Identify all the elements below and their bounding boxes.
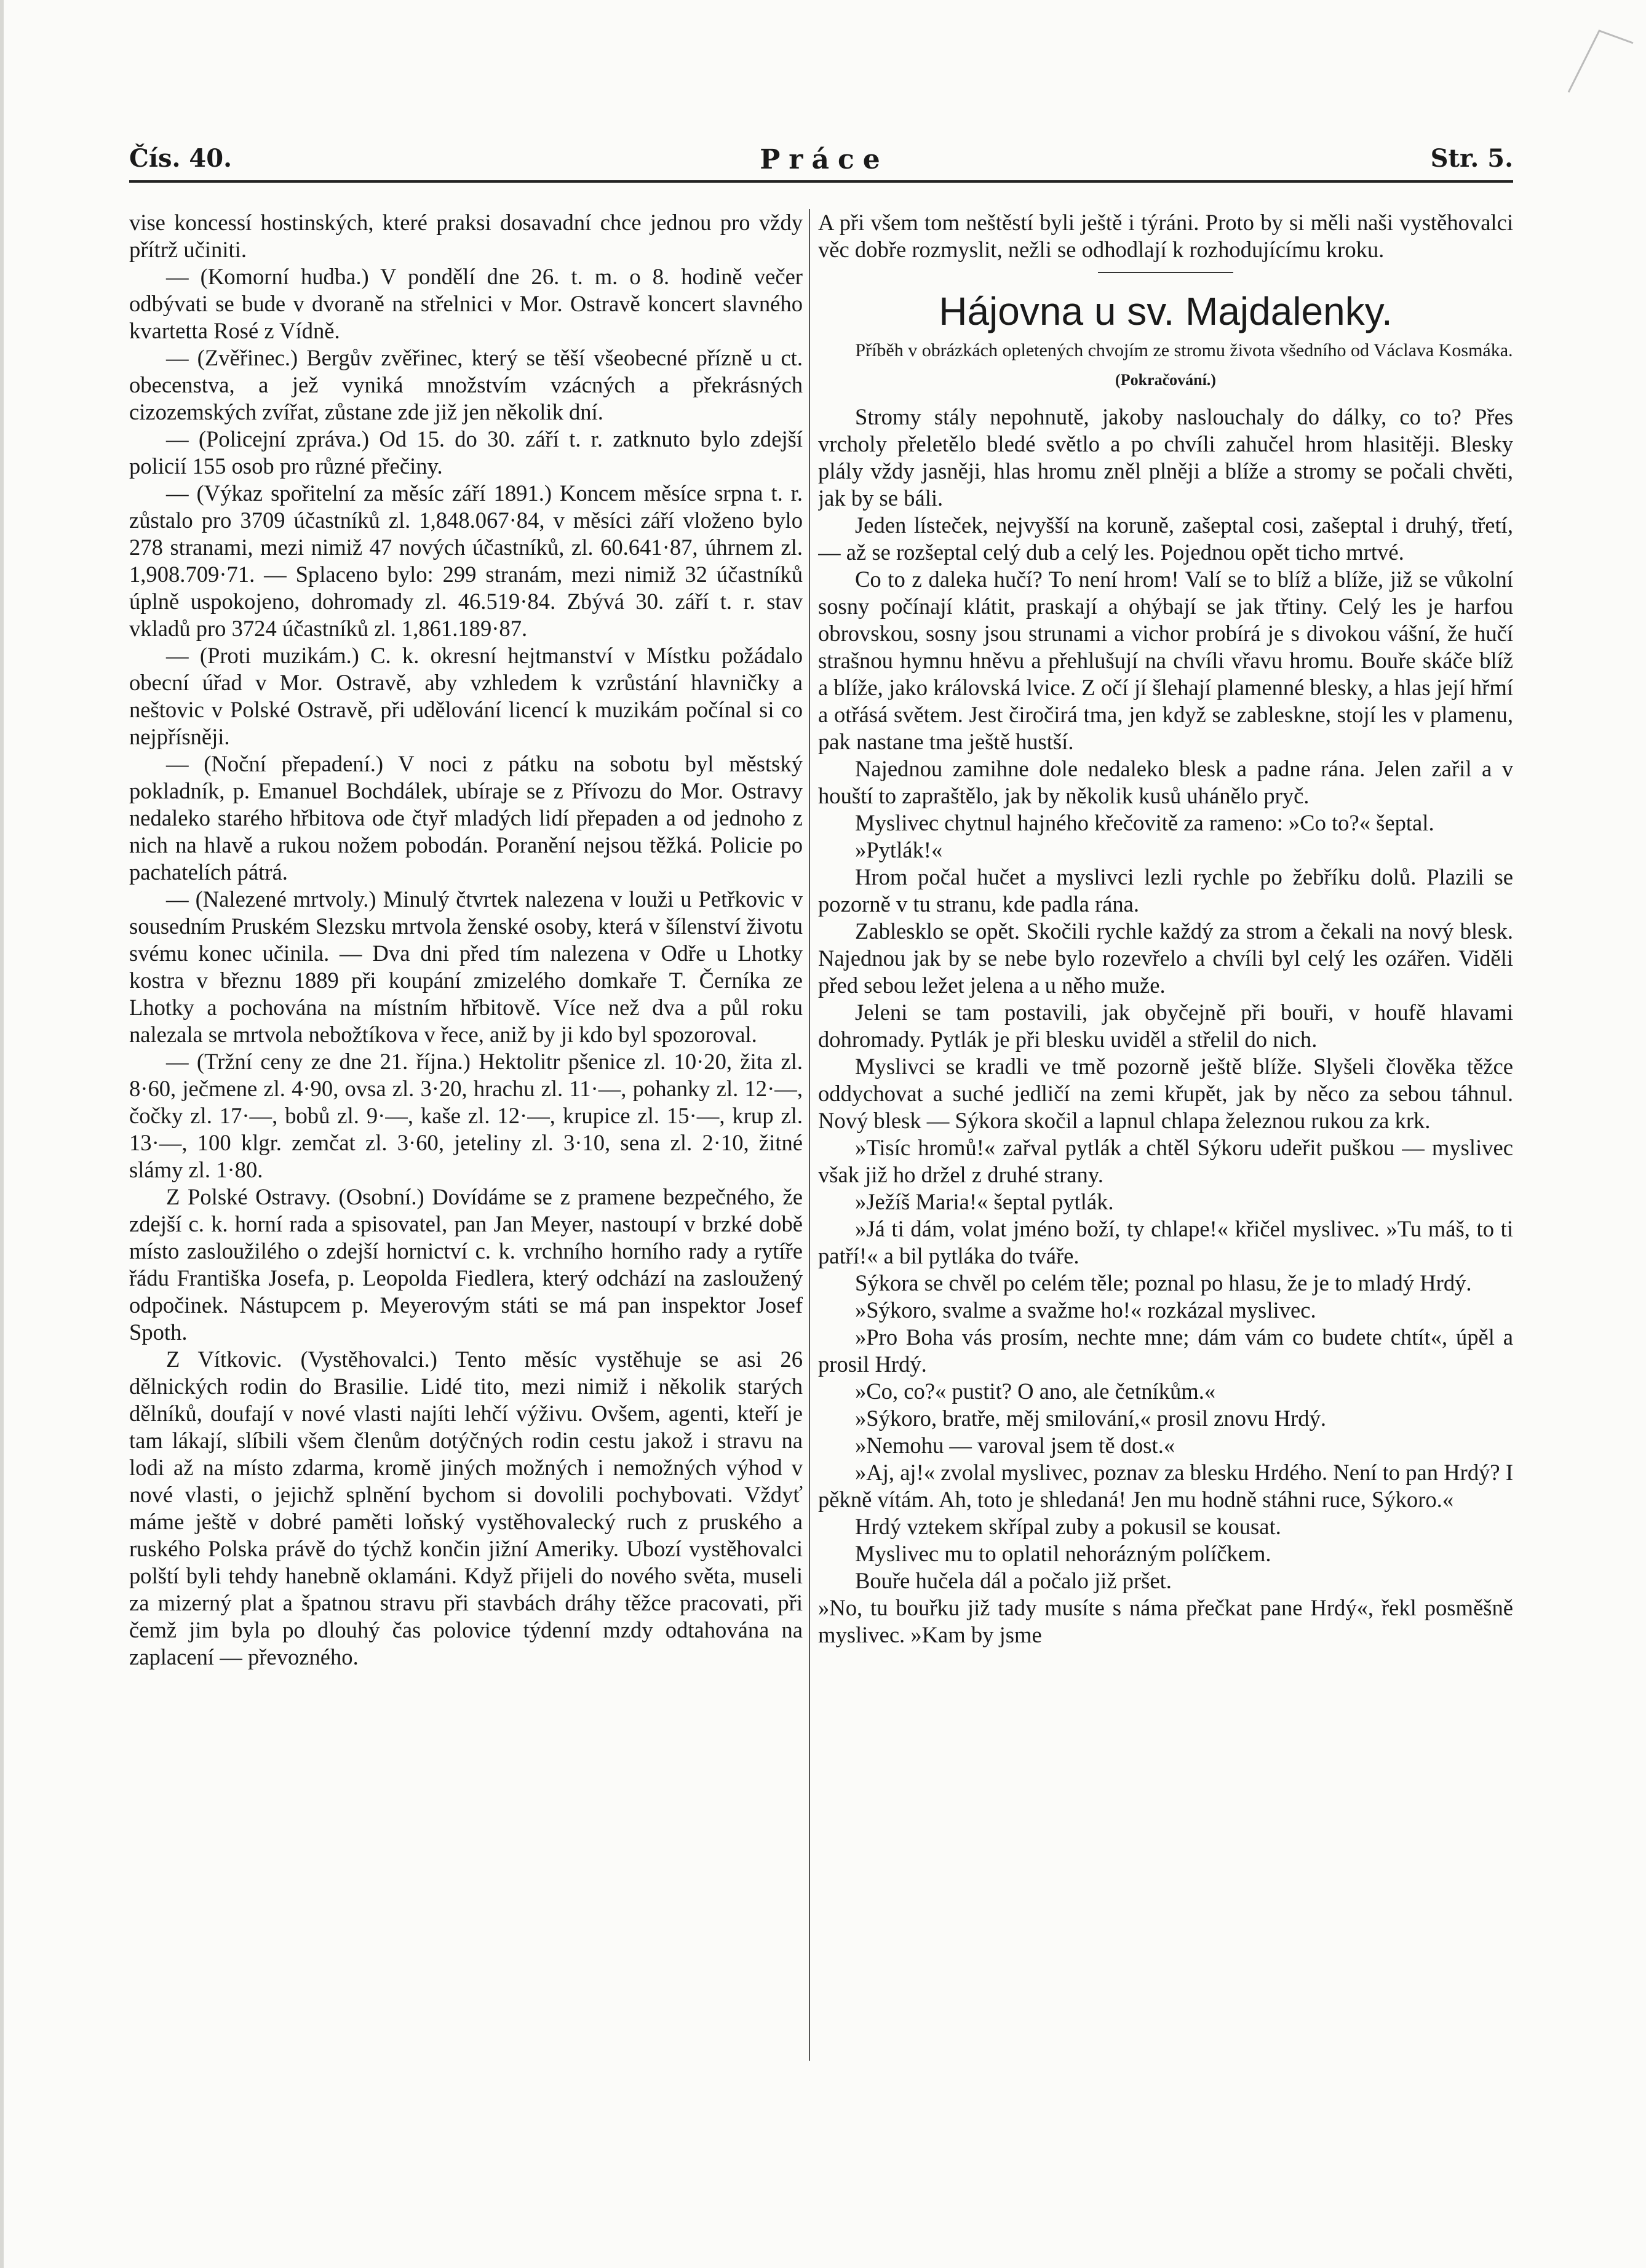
story-paragraph: »Co, co?« pustit? O ano, ale četníkům.« — [855, 1379, 1216, 1404]
story-paragraph: »Já ti dám, volat jméno boží, ty chlape!« křičel myslivec. »Tu máš, to ti patří!« a bil pytláka do tváře. — [818, 1216, 1513, 1268]
page-corner-mark — [1562, 25, 1636, 98]
story-paragraph: Myslivec mu to oplatil nehorázným políčkem. — [855, 1541, 1271, 1566]
story-paragraph: Jeden lísteček, nejvyšší na koruně, zašeptal cosi, zašeptal i druhý, třetí, — až se rozšeptal celý dub a celý les. Pojednou opět ticho mrtvé. — [818, 512, 1513, 565]
story-title: Hájovna u sv. Majdalenky. — [939, 289, 1393, 333]
story-paragraph: »Sýkoro, svalme a svažme ho!« rozkázal myslivec. — [855, 1297, 1316, 1323]
news-item: — (Noční přepadení.) V noci z pátku na sobotu byl městský pokladník, p. Emanuel Bochdálek, ubíraje se z Přívozu do Mor. Ostravy nedaleko starého hřbitova ode čtyř mladých lidí přepaden a od jednoho z nich na hlavě a rukou nožem pobodán. Poranění nejsou těžká. Policie po pachatelích pátrá. — [129, 751, 803, 885]
news-item-polska-ostrava: Z Polské Ostravy. (Osobní.) Dovídáme se z pramene bezpečného, že zdejší c. k. horní rada a spisovatel, pan Jan Meyer, nastoupí v brzké době místo zasloužilého o zdejší hornictví c. k. vrchního horního rady a rytíře řádu Františka Josefa, p. Leopolda Fiedlera, který odchází na zasloužený odpočinek. Nástupcem p. Meyerovým státi se má pan inspektor Josef Spoth. — [129, 1184, 803, 1345]
story-paragraph: Zablesklo se opět. Skočili rychle každý za strom a čekali na nový blesk. Najednou jak by se nebe bylo rozevřelo a chvíli byl celý les ozářen. Viděli před sebou ležet jelena a u něho muže. — [818, 918, 1513, 998]
news-item: vise koncessí hostinských, které praksi dosavadní chce jednou pro vždy přítrž učiniti. — [129, 210, 803, 262]
story-paragraph: Hrdý vztekem skřípal zuby a pokusil se kousat. — [855, 1514, 1281, 1539]
right-column — [818, 209, 1513, 2061]
news-item-vitkovice: Z Vítkovic. (Vystěhovalci.) Tento měsíc vystěhuje se asi 26 dělnických rodin do Brasilie. Lidé tito, mezi nimiž i několik starých dělníků, doufají v nové vlasti najíti lehčí výživu. Ovšem, agenti, kteří je tam lákají, slíbili všem členům dotýčných rodin cestu jakož i stravu na lodi až na místo zdarma, kromě jiných možných i nemožných výhod v nové vlasti, o jejichž splnění bychom si dovolili pochybovati. Vždyť máme ještě v dobré paměti loňský vystěhovalecký ruch z pruského a ruského Polska právě do týchž končin jižní Ameriky. Ubozí vystěhovalci polští byli tehdy hanebně oklamáni. Když přijeli do nového světa, museli za mizerný plat a špatnou stravu při stavbách dráhy těžce pracovati, při čemž jim byla po dlouhý čas polovice týdenní mzdy odtahována na zaplacení — převozného. — [129, 1347, 803, 1669]
page-number: Str. 5. — [1430, 144, 1513, 173]
scan-left-edge — [0, 0, 4, 2268]
news-item: — (Proti muzikám.) C. k. okresní hejtmanství v Místku požádalo obecní úřad v Mor. Ostravě, aby vzhledem k vzrůstání hlavničky a neštovic v Polské Ostravě, při udělování licencí k muzikám počínal si co nejpřísněji. — [129, 643, 803, 749]
news-item: — (Tržní ceny ze dne 21. října.) Hektolitr pšenice zl. 10·20, žita zl. 8·60, ječmene zl. 4·90, ovsa zl. 3·20, hrachu zl. 11·—, pohanky zl. 12·—, čočky zl. 17·—, bobů zl. 9·—, kaše zl. 12·—, krupice zl. 15·—, krup zl. 13·—, 100 klgr. zemčat zl. 3·60, jeteliny zl. 3·10, sena zl. 2·10, žitné slámy zl. 1·80. — [129, 1049, 803, 1182]
story-paragraph: Co to z daleka hučí? To není hrom! Valí se to blíž a blíže, již se vůkolní sosny počínají klátit, praskají a ohýbají se jak třtiny. Celý les je harfou obrovskou, sosny jsou strunami a vichor probírá je s divokou vášní, že hučí strašnou hymnu hněvu a přehlušují na chvíli vřavu hromu. Bouře skáče blíž a blíže, jako královská lvice. Z očí jí šlehají plamenné blesky, a hlas její hřmí a otřásá světem. Jest čiročirá tma, jen když se zableskne, stojí les v plamenu, pak nastane tma ještě hustší. — [818, 567, 1513, 754]
page-header — [0, 144, 1646, 181]
left-column — [129, 209, 803, 2061]
section-rule — [1098, 272, 1233, 273]
story-paragraph: Myslivci se kradli ve tmě pozorně ještě blíže. Slyšeli člověka těžce oddychovat a suché jedličí na zemi křupět, jak by něco za sebou táhnul. Nový blesk — Sýkora skočil a lapnul chlapa železnou rukou za krk. — [818, 1054, 1513, 1133]
story-paragraph: »No, tu bouřku již tady musíte s náma přečkat pane Hrdý«, řekl posměšně myslivec. »Kam by jsme — [818, 1595, 1513, 1647]
story-paragraph: Stromy stály nepohnutě, jakoby naslouchaly do dálky, co to? Přes vrcholy přeletělo bledé světlo a po chvíli zahučel hrom hlasitěji. Blesky plály vždy jasněji, hlas hromu zněl plněji a blíže a stromy se počali chvěti, jak by se báli. — [818, 404, 1513, 511]
story-paragraph: »Pro Boha vás prosím, nechte mne; dám vám co budete chtít«, úpěl a prosil Hrdý. — [818, 1324, 1513, 1377]
news-item: — (Policejní zpráva.) Od 15. do 30. září t. r. zatknuto bylo zdejší policií 155 osob pro různé přečiny. — [129, 426, 803, 479]
story-paragraph: »Nemohu — varoval jsem tě dost.« — [855, 1433, 1175, 1458]
news-item: — (Zvěřinec.) Bergův zvěřinec, který se těší všeobecné přízně u ct. obecenstva, a jež vyniká množstvím vzácných a překrásných cizozemských zvířat, zůstane zde již jen několik dní. — [129, 345, 803, 424]
newspaper-title: Práce — [760, 144, 889, 175]
story-paragraph: Hrom počal hučet a myslivci lezli rychle po žebříku dolů. Plazili se pozorně v tu stranu, kde padla rána. — [818, 864, 1513, 917]
news-item: — (Komorní hudba.) V pondělí dne 26. t. m. o 8. hodině večer odbývati se bude v dvoraně na střelnici v Mor. Ostravě koncert slavného kvartetta Rosé z Vídně. — [129, 264, 803, 343]
story-paragraph: »Ježíš Maria!« šeptal pytlák. — [855, 1189, 1114, 1214]
header-rule — [129, 180, 1513, 183]
story-paragraph: »Pytlák!« — [855, 837, 943, 862]
story-paragraph: »Aj, aj!« zvolal myslivec, poznav za blesku Hrdého. Není to pan Hrdý? I pěkně vítám. Ah, toto je shledaná! Jen mu hodně stáhni ruce, Sýkoro.« — [818, 1460, 1513, 1512]
story-continued-label: (Pokračování.) — [1115, 371, 1216, 389]
story-paragraph: »Sýkoro, bratře, měj smilování,« prosil znovu Hrdý. — [855, 1406, 1326, 1431]
story-subtitle: Příběh v obrázkách opletených chvojím ze stromu života všedního od Václava Kosmáka. — [855, 340, 1513, 360]
story-paragraph: Najednou zamihne dole nedaleko blesk a padne rána. Jelen zařil a v houští to zapraštělo, jak by několik kusů uhánělo pryč. — [818, 756, 1513, 808]
story-paragraph: Sýkora se chvěl po celém těle; poznal po hlasu, že je to mladý Hrdý. — [855, 1270, 1472, 1295]
story-paragraph: »Tisíc hromů!« zařval pytlák a chtěl Sýkoru udeřit puškou — myslivec však již ho držel z druhé strany. — [818, 1135, 1513, 1187]
news-item: — (Výkaz spořitelní za měsíc září 1891.) Koncem měsíce srpna t. r. zůstalo pro 3709 účastníků zl. 1,848.067·84, v měsíci září vloženo bylo 278 stranami, mezi nimiž 47 nových účastníků, zl. 60.641·87, úhrnem zl. 1,908.709·71. — Splaceno bylo: 299 stranám, mezi nimiž 32 účastníků úplně uspokojeno, dohromady zl. 46.519·84. Zbývá 30. září t. r. stav vkladů pro 3724 účastníků zl. 1,861.189·87. — [129, 480, 803, 641]
continued-paragraph: A při všem tom neštěstí byli ještě i týráni. Proto by si měli naši vystěhovalci věc dobře rozmyslit, nežli se odhodlají k rozhodujícímu kroku. — [818, 210, 1513, 262]
issue-number: Čís. 40. — [129, 144, 232, 173]
story-paragraph: Myslivec chytnul hajného křečovitě za rameno: »Co to?« šeptal. — [855, 810, 1434, 835]
column-divider — [809, 209, 810, 2061]
story-paragraph: Jeleni se tam postavili, jak obyčejně při bouři, v houfě hlavami dohromady. Pytlák je při blesku uviděl a střelil do nich. — [818, 1000, 1513, 1052]
story-paragraph: Bouře hučela dál a počalo již pršet. — [855, 1568, 1172, 1593]
news-item: — (Nalezené mrtvoly.) Minulý čtvrtek nalezena v louži u Petřkovic v sousedním Pruském Slezsku mrtvola ženské osoby, která v šílenství životu svému konec učinila. — Dva dni před tím nalezena v Odře u Lhotky kostra v březnu 1889 při koupání zmizelého domkaře T. Černíka ze Lhotky a pochována na místním hřbitově. Více než dva a půl roku nalezala se mrtvola nebožtíkova v řece, aniž by ji kdo byl spozoroval. — [129, 886, 803, 1047]
